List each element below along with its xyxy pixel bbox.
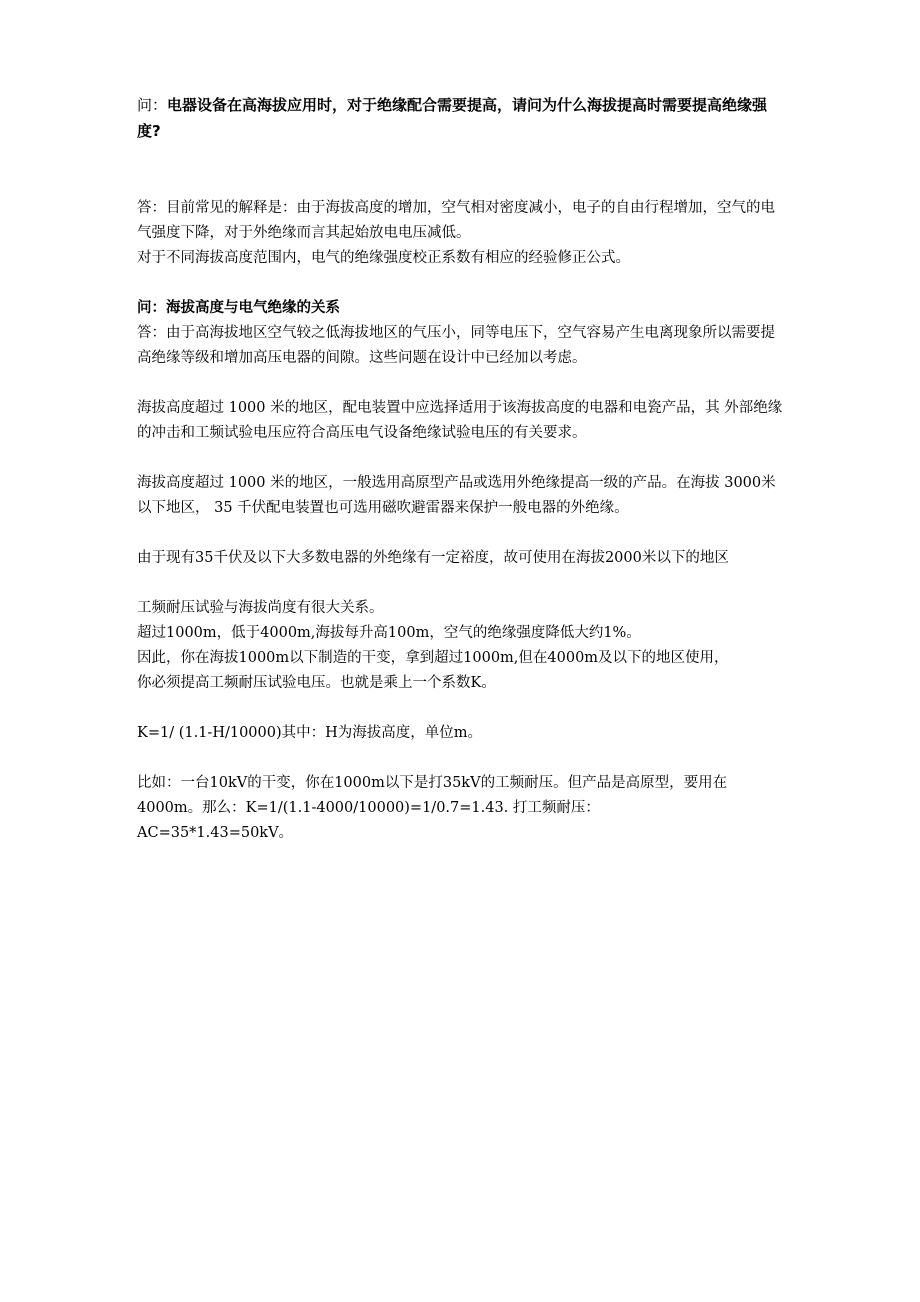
spacer (137, 144, 787, 196)
spacer (137, 271, 787, 296)
example-line-1: 比如：一台10kV的干变，你在1000m以下是打35kV的工频耐压。但产品是高原型，要用在4000m。那么：K=1/(1.1-4000/10000)=1/0.7=1.43. 打工频耐压： (137, 775, 728, 816)
spacer (137, 571, 787, 596)
formula-line: K=1/ (1.1-H/10000)其中：H为海拔高度，单位m。 (137, 725, 483, 741)
question-2-text: 海拔高度与电气绝缘的关系 (166, 300, 340, 316)
question-1 (137, 92, 787, 144)
paragraph-4-line-3: 因此，你在海拔1000m以下制造的干变，拿到超过1000m,但在4000m及以下的地区使用， (137, 650, 729, 666)
question-2-prefix: 问： (137, 300, 166, 316)
example-line-2: AC=35*1.43=50kV。 (137, 825, 294, 841)
answer-1-line-2: 对于不同海拔高度范围内，电气的绝缘强度校正系数有相应的经验修正公式。 (137, 250, 630, 266)
question-1-text: 电器设备在高海拔应用时，对于绝缘配合需要提高，请问为什么海拔提高时需要提高绝缘强度? (137, 96, 768, 140)
spacer (137, 696, 787, 721)
paragraph-2: 海拔高度超过 1000 米的地区，一般选用高原型产品或选用外绝缘提高一级的产品。在海拔 3000米以下地区， 35 千伏配电装置也可选用磁吹避雷器来保护一般电器的外绝缘。 (137, 475, 776, 516)
spacer (137, 746, 787, 771)
paragraph-4-line-4: 你必须提高工频耐压试验电压。也就是乘上一个系数K。 (137, 675, 496, 691)
paragraph-4-line-1: 工频耐压试验与海拔尚度有很大关系。 (137, 600, 384, 616)
paragraph-4-line-2: 超过1000m，低于4000m,海拔每升高100m，空气的绝缘强度降低大约1%。 (137, 625, 641, 641)
question-2 (137, 296, 787, 321)
spacer (137, 371, 787, 396)
spacer (137, 446, 787, 471)
paragraph-1: 海拔高度超过 1000 米的地区，配电装置中应选择适用于该海拔高度的电器和电瓷产品，其 外部绝缘的冲击和工频试验电压应符合高压电气设备绝缘试验电压的有关要求。 (137, 400, 783, 441)
answer-2: 答：由于高海拔地区空气较之低海拔地区的气压小，同等电压下，空气容易产生电离现象所以需要提高绝缘等级和增加高压电器的间隙。这些问题在设计中已经加以考虑。 (137, 325, 775, 366)
paragraph-3: 由于现有35千伏及以下大多数电器的外绝缘有一定裕度，故可使用在海拔2000米以下的地区 (137, 550, 729, 566)
question-1-prefix: 问： (137, 96, 168, 114)
answer-1-line-1: 答：目前常见的解释是：由于海拔高度的增加，空气相对密度减小，电子的自由行程增加，空气的电气强度下降，对于外绝缘而言其起始放电电压减低。 (137, 200, 775, 241)
document-body (137, 92, 787, 846)
spacer (137, 521, 787, 546)
